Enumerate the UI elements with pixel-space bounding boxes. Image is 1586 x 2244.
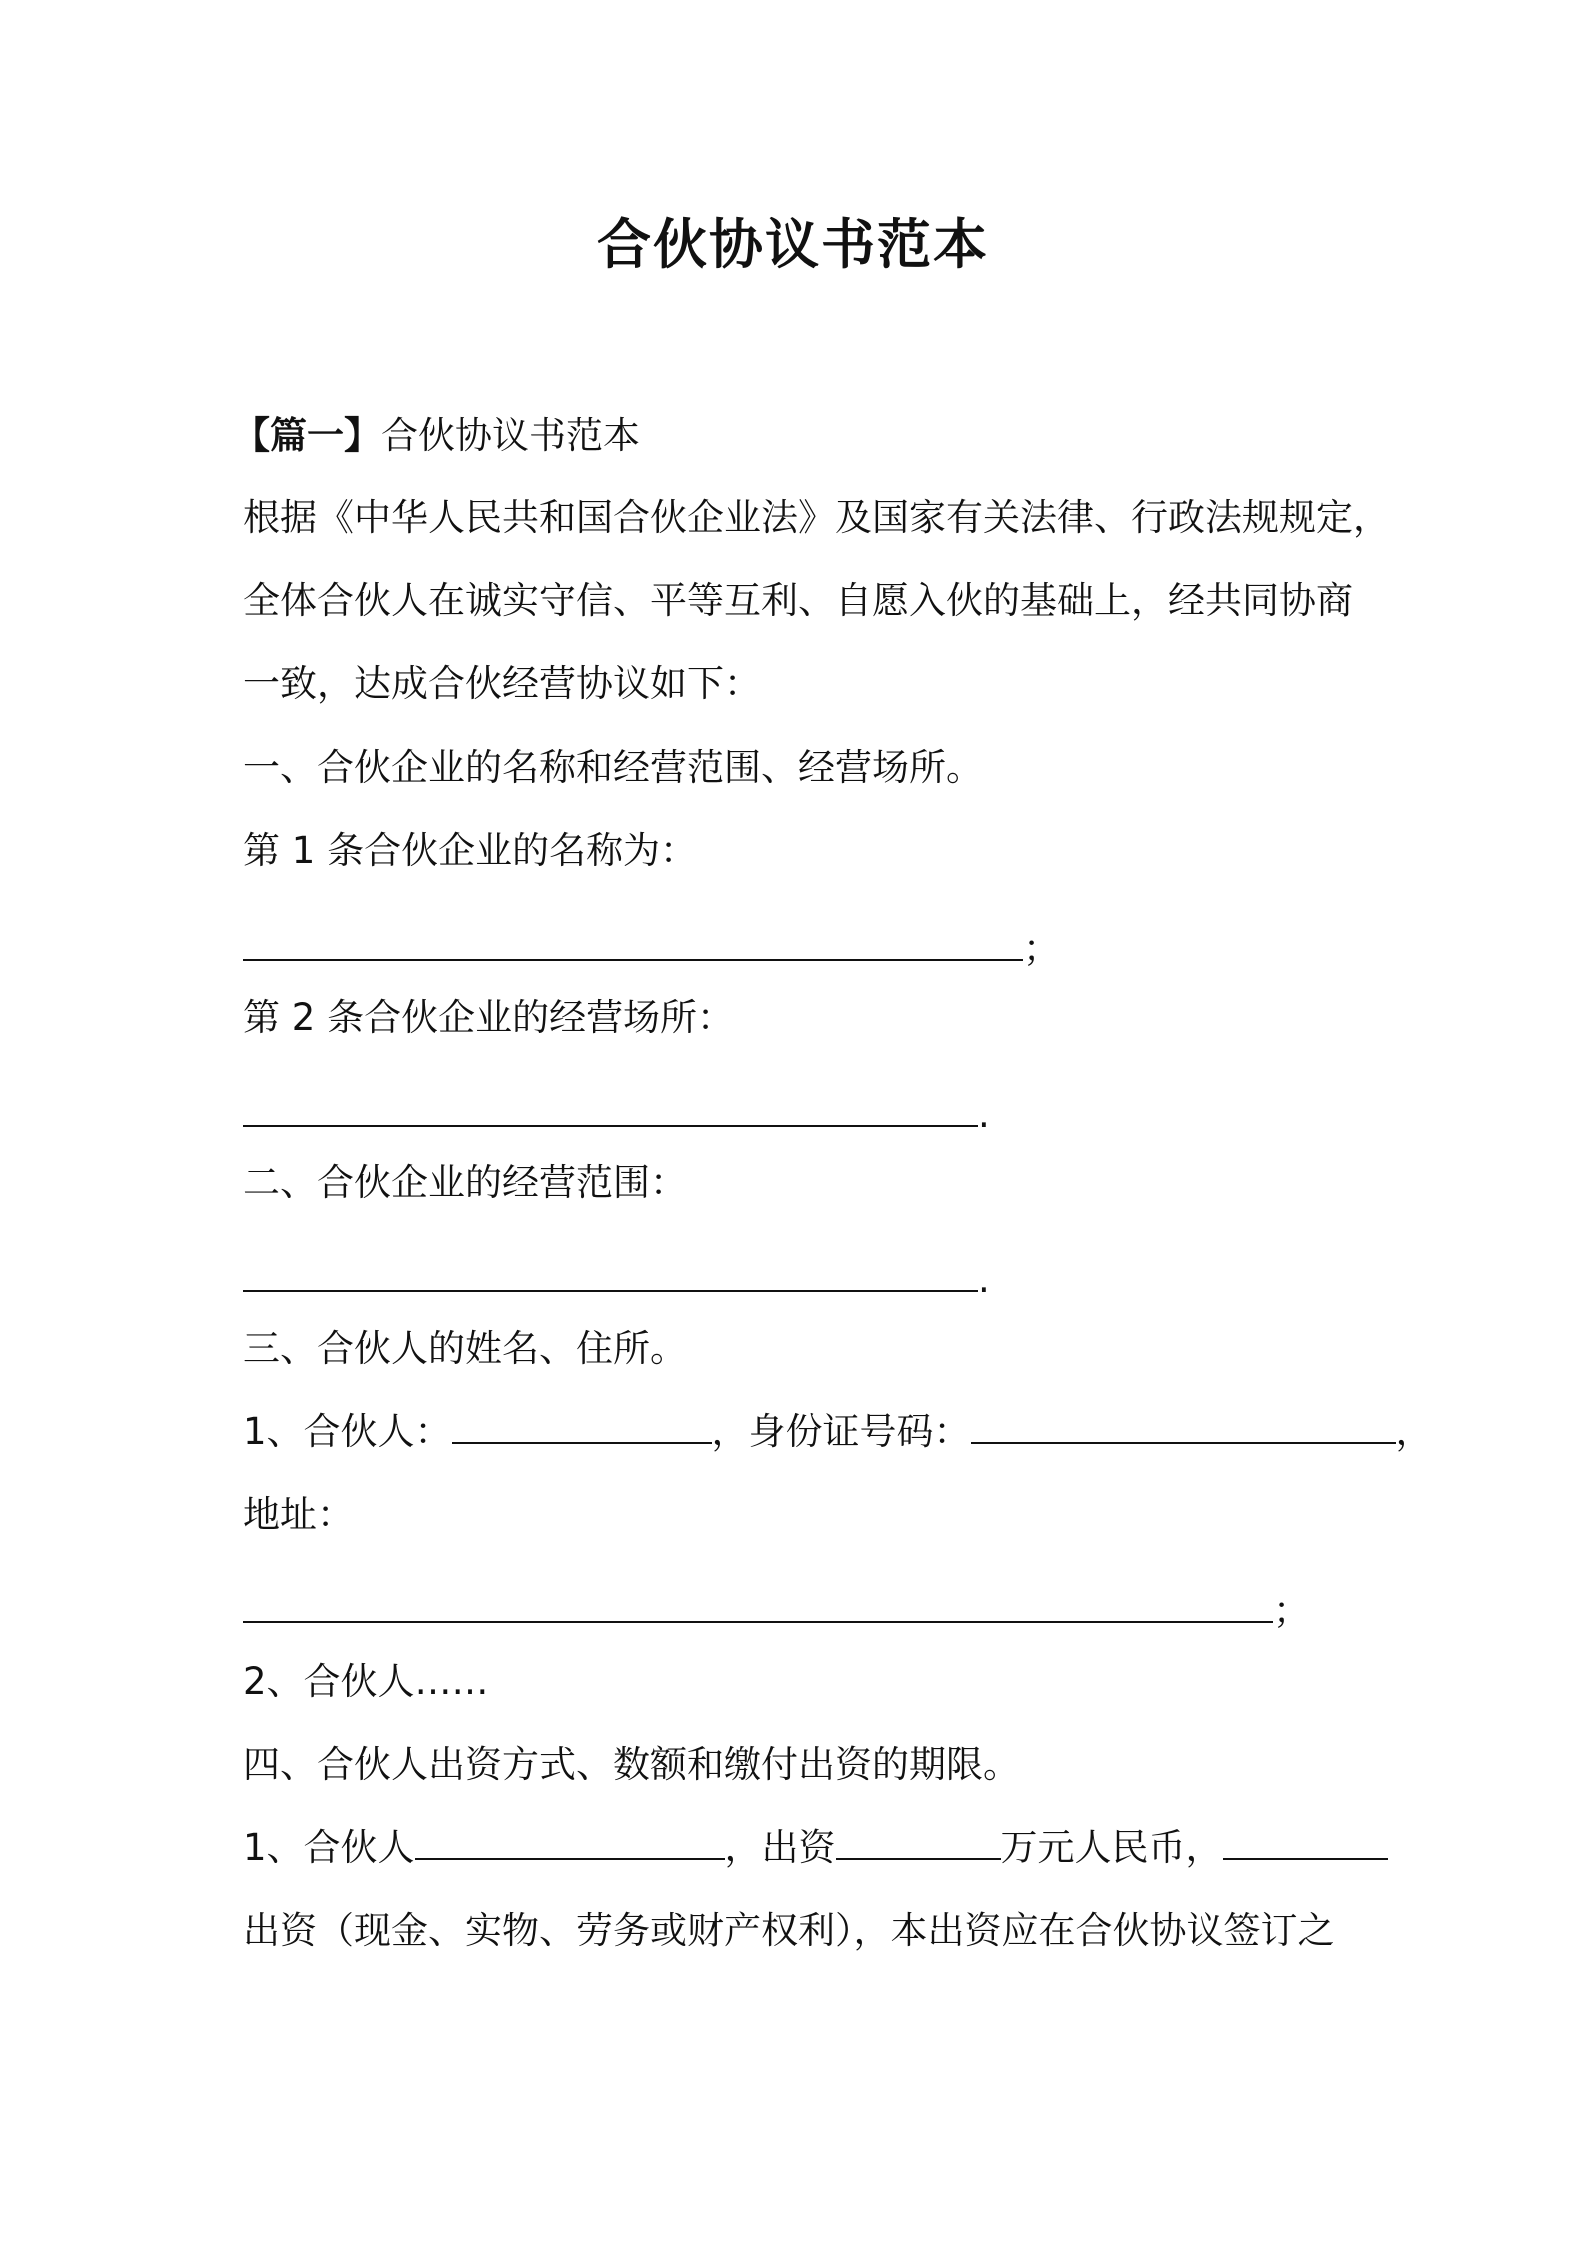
address-blank[interactable] [243,1591,1273,1623]
heading-4: 四、合伙人出资方式、数额和缴付出资的期限。 [243,1743,1020,1786]
partner-1-name-blank[interactable] [452,1412,712,1444]
contribution-amount-label: ，出资 [724,1826,836,1869]
section-bracket-open: 【 [233,414,270,457]
contribution-detail: 出资（现金、实物、劳务或财产权利），本出资应在合伙协议签订之 [243,1909,1335,1952]
intro-line-2: 全体合伙人在诚实守信、平等互利、自愿入伙的基础上，经共同协商 [243,579,1353,622]
intro-line-3: 一致，达成合伙经营协议如下： [243,662,761,705]
section-label: 篇一 [270,414,344,457]
partner-1-id-blank[interactable] [971,1412,1396,1444]
heading-2-fill-row [243,1252,990,1308]
address-fill-row [243,1583,1310,1639]
contribution-label: 1、合伙人 [243,1826,415,1869]
partner-1-id-end: ， [1395,1410,1433,1453]
partner-1-label: 1、合伙人： [243,1410,452,1453]
heading-3: 三、合伙人的姓名、住所。 [243,1327,687,1370]
section-bracket-close: 】 [344,414,381,457]
partner-1-id-label: ，身份证号码： [711,1410,971,1453]
clause-2: 第 2 条合伙企业的经营场所： [243,996,735,1039]
partner-1-row [243,1404,1433,1460]
address-end: ； [1273,1589,1310,1632]
section-title: 合伙协议书范本 [381,414,640,457]
partner-2: 2、合伙人…… [243,1660,489,1703]
enterprise-name-blank[interactable] [243,929,1023,961]
clause-2-fill-row [243,1087,990,1143]
contribution-partner-blank[interactable] [415,1828,725,1860]
contribution-unit: 万元人民币， [1000,1826,1223,1869]
business-location-blank[interactable] [243,1095,978,1127]
address-label: 地址： [243,1493,354,1536]
clause-2-end: . [978,1093,990,1136]
contribution-method-blank[interactable] [1223,1828,1388,1860]
heading-1: 一、合伙企业的名称和经营范围、经营场所。 [243,746,983,789]
contribution-amount-blank[interactable] [836,1828,1001,1860]
heading-2: 二、合伙企业的经营范围： [243,1161,687,1204]
intro-line-1: 根据《中华人民共和国合伙企业法》及国家有关法律、行政法规规定， [243,496,1390,539]
clause-1-end: ； [1023,927,1060,970]
clause-1-fill-row [243,921,1060,977]
contribution-row [243,1820,1388,1876]
section-heading [233,408,640,464]
business-scope-blank[interactable] [243,1260,978,1292]
clause-1: 第 1 条合伙企业的名称为： [243,829,698,872]
heading-2-end: . [978,1258,990,1301]
document-title: 合伙协议书范本 [597,213,989,276]
